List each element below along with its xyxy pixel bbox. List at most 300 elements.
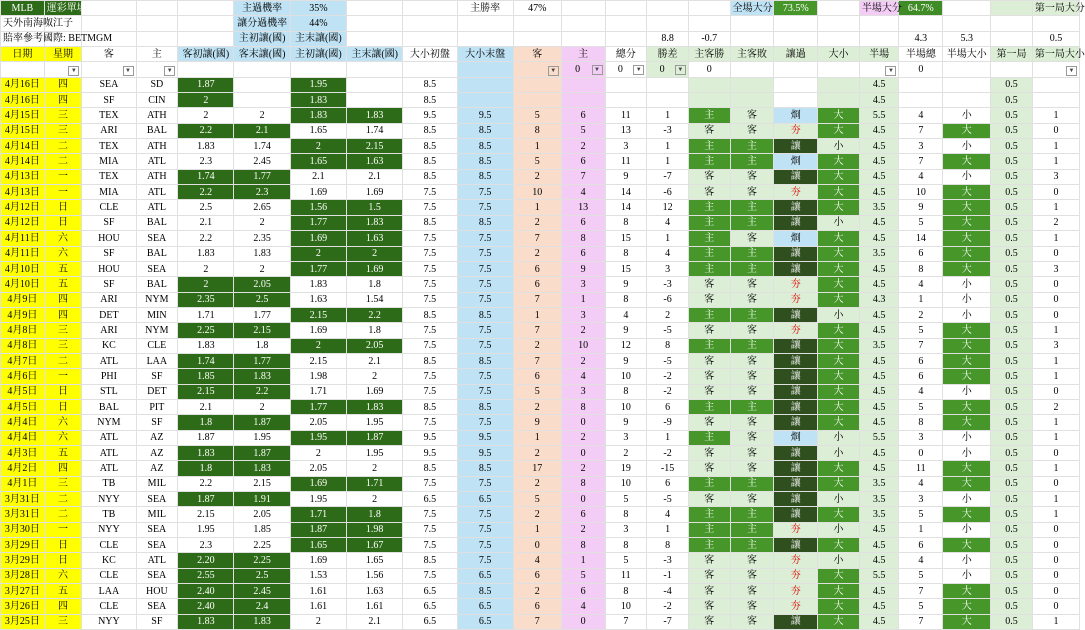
table-cell: 8: [605, 215, 647, 230]
table-cell: 4月4日: [1, 430, 45, 445]
table-cell: 15: [605, 261, 647, 276]
table-cell: 4月15日: [1, 123, 45, 138]
header-cell: [1032, 16, 1079, 31]
table-cell: 大: [818, 261, 860, 276]
table-cell: 2.25: [178, 323, 234, 338]
table-cell: 小: [818, 215, 860, 230]
table-cell: ATL: [82, 353, 136, 368]
table-cell: TEX: [82, 108, 136, 123]
table-cell: 四: [44, 77, 82, 92]
filter-dropdown-icon[interactable]: ▼: [123, 66, 134, 76]
table-cell: 1.8: [178, 461, 234, 476]
table-cell: 六: [44, 415, 82, 430]
table-cell: 1.95: [234, 430, 290, 445]
table-cell: 8.5: [457, 353, 513, 368]
table-cell: [561, 93, 605, 108]
header-cell: [457, 31, 513, 46]
table-cell: 一: [44, 185, 82, 200]
table-cell: 8.5: [457, 307, 513, 322]
table-cell: -2: [647, 369, 689, 384]
table-cell: 讓: [774, 445, 818, 460]
table-cell: 0: [1032, 292, 1079, 307]
header-cell: [730, 31, 774, 46]
header-cell: [774, 16, 818, 31]
table-row: [1, 338, 1080, 353]
table-cell: 4: [899, 553, 943, 568]
table-cell: 客: [730, 323, 774, 338]
table-row: [1, 277, 1080, 292]
table-cell: SEA: [136, 492, 178, 507]
table-cell: 3: [1032, 261, 1079, 276]
table-cell: 8.5: [403, 307, 457, 322]
table-cell: 1.87: [178, 430, 234, 445]
table-cell: ATL: [136, 553, 178, 568]
table-cell: 客: [688, 415, 730, 430]
table-cell: 14: [605, 185, 647, 200]
table-cell: 0.5: [991, 584, 1033, 599]
table-row: [1, 584, 1080, 599]
table-cell: 8.5: [403, 399, 457, 414]
filter-cell: [943, 62, 991, 77]
table-cell: 烱: [774, 430, 818, 445]
table-cell: 4.5: [859, 277, 899, 292]
filter-value: 0: [659, 64, 665, 76]
table-cell: NYM: [136, 323, 178, 338]
table-cell: -5: [647, 323, 689, 338]
table-cell: 4: [513, 553, 561, 568]
table-cell: 2.45: [234, 154, 290, 169]
table-cell: 1.71: [178, 307, 234, 322]
table-cell: 客: [730, 169, 774, 184]
table-cell: 3月28日: [1, 568, 45, 583]
header-cell: [403, 1, 457, 16]
table-cell: 烱: [774, 154, 818, 169]
table-cell: 2.20: [178, 553, 234, 568]
table-cell: 大: [943, 476, 991, 491]
table-cell: 1.95: [178, 522, 234, 537]
filter-cell: [605, 62, 647, 77]
table-cell: 8: [647, 538, 689, 553]
table-cell: 4.5: [859, 461, 899, 476]
table-cell: 4.5: [859, 261, 899, 276]
table-cell: [234, 93, 290, 108]
table-cell: 1.83: [178, 246, 234, 261]
table-cell: 4月4日: [1, 415, 45, 430]
filter-dropdown-icon[interactable]: ▼: [592, 65, 603, 75]
table-cell: [513, 93, 561, 108]
table-cell: 1: [1032, 139, 1079, 154]
table-cell: 1.8: [347, 277, 403, 292]
header-cell: 主末讓(國): [347, 47, 403, 62]
sheet-body: [1, 1, 1085, 630]
header-cell: 大小末盤: [457, 47, 513, 62]
header-cell: [513, 31, 561, 46]
table-cell: ATL: [82, 445, 136, 460]
table-cell: 客: [730, 461, 774, 476]
table-cell: 1.69: [290, 476, 346, 491]
table-cell: 夯: [774, 599, 818, 614]
table-cell: 客: [688, 369, 730, 384]
table-cell: 8: [605, 507, 647, 522]
table-cell: 6.5: [457, 568, 513, 583]
table-cell: 7.5: [457, 246, 513, 261]
table-cell: 一: [44, 522, 82, 537]
table-cell: 1: [647, 231, 689, 246]
table-cell: 讓: [774, 415, 818, 430]
table-cell: 0.5: [991, 277, 1033, 292]
table-cell: SF: [136, 614, 178, 629]
table-cell: 大: [818, 507, 860, 522]
table-cell: 2.2: [178, 476, 234, 491]
table-row: [1, 599, 1080, 614]
header-cell: 主初讓(國): [290, 47, 346, 62]
table-cell: 大: [943, 614, 991, 629]
table-cell: TEX: [82, 139, 136, 154]
filter-dropdown-icon[interactable]: ▼: [68, 66, 79, 76]
table-cell: 日: [44, 399, 82, 414]
table-cell: 客: [688, 584, 730, 599]
table-cell: 1.65: [290, 123, 346, 138]
table-cell: 9.5: [457, 108, 513, 123]
table-cell: 1: [1032, 231, 1079, 246]
table-cell: 1.87: [234, 445, 290, 460]
table-cell: 1.77: [290, 215, 346, 230]
table-cell: 4: [899, 169, 943, 184]
table-cell: 0.5: [991, 369, 1033, 384]
table-cell: 主: [688, 538, 730, 553]
table-cell: 客: [730, 553, 774, 568]
table-cell: 3.5: [859, 200, 899, 215]
table-cell: 6: [899, 538, 943, 553]
table-cell: 7.5: [403, 538, 457, 553]
table-cell: [457, 77, 513, 92]
table-cell: 5.5: [859, 430, 899, 445]
table-cell: 1.85: [234, 522, 290, 537]
table-cell: 小: [943, 292, 991, 307]
table-cell: -3: [647, 123, 689, 138]
table-cell: 7: [561, 169, 605, 184]
table-cell: 8: [899, 261, 943, 276]
table-cell: 2: [178, 261, 234, 276]
table-cell: 2.3: [234, 185, 290, 200]
table-cell: 12: [605, 338, 647, 353]
table-cell: -7: [647, 169, 689, 184]
header-cell: 35%: [290, 1, 346, 16]
table-cell: 讓: [774, 307, 818, 322]
table-cell: 8: [605, 538, 647, 553]
table-cell: -6: [647, 185, 689, 200]
table-cell: 小: [943, 139, 991, 154]
table-cell: 2.4: [234, 599, 290, 614]
table-cell: 1.77: [234, 169, 290, 184]
table-cell: 主: [730, 538, 774, 553]
table-cell: 主: [688, 108, 730, 123]
table-cell: 小: [943, 553, 991, 568]
table-row: [1, 399, 1080, 414]
table-cell: 7: [899, 123, 943, 138]
table-cell: 大: [818, 353, 860, 368]
header-cell: [403, 31, 457, 46]
table-cell: 0.5: [991, 200, 1033, 215]
table-cell: 五: [44, 445, 82, 460]
table-cell: 客: [730, 108, 774, 123]
header-cell: 客末讓(國): [234, 47, 290, 62]
table-row: [1, 522, 1080, 537]
table-cell: 8: [647, 338, 689, 353]
table-cell: 讓: [774, 614, 818, 629]
table-row: [1, 614, 1080, 629]
table-cell: 客: [730, 185, 774, 200]
filter-cell: [818, 62, 860, 77]
table-cell: 14: [605, 200, 647, 215]
table-cell: 4.5: [859, 323, 899, 338]
filter-dropdown-icon[interactable]: ▼: [885, 66, 896, 76]
table-cell: 日: [44, 553, 82, 568]
header-cell: 主客勝: [688, 47, 730, 62]
table-cell: 1: [1032, 200, 1079, 215]
filter-dropdown-icon[interactable]: ▼: [1066, 66, 1077, 76]
table-cell: 2: [347, 246, 403, 261]
table-cell: 大: [943, 538, 991, 553]
table-cell: 大: [818, 415, 860, 430]
header-cell: [347, 16, 403, 31]
table-cell: 大: [818, 246, 860, 261]
table-cell: 1: [1032, 369, 1079, 384]
table-cell: 2.2: [178, 185, 234, 200]
table-cell: 0: [1032, 522, 1079, 537]
table-cell: 8.5: [457, 139, 513, 154]
table-cell: 1.74: [178, 169, 234, 184]
table-cell: 10: [513, 185, 561, 200]
header-cell: [561, 31, 605, 46]
table-cell: 9: [561, 261, 605, 276]
table-cell: 2: [1032, 399, 1079, 414]
table-cell: 7.5: [457, 369, 513, 384]
table-cell: 四: [44, 599, 82, 614]
table-cell: 7.5: [403, 231, 457, 246]
table-cell: 8: [561, 476, 605, 491]
table-cell: 2.1: [347, 614, 403, 629]
table-cell: 六: [44, 568, 82, 583]
table-cell: 7.5: [457, 277, 513, 292]
table-cell: 4月11日: [1, 246, 45, 261]
table-cell: 6: [513, 261, 561, 276]
table-cell: 客: [730, 584, 774, 599]
table-cell: -7: [647, 614, 689, 629]
table-cell: 讓: [774, 215, 818, 230]
table-cell: 9: [605, 277, 647, 292]
table-cell: 8.5: [403, 154, 457, 169]
table-cell: 主: [688, 261, 730, 276]
table-cell: 主: [688, 139, 730, 154]
filter-dropdown-icon[interactable]: ▼: [548, 66, 559, 76]
table-cell: 大: [943, 353, 991, 368]
table-cell: 主: [688, 476, 730, 491]
table-cell: 0: [513, 538, 561, 553]
table-cell: 小: [943, 568, 991, 583]
table-cell: 7.5: [457, 553, 513, 568]
table-cell: 7.5: [403, 476, 457, 491]
header-cell: 勝差: [647, 47, 689, 62]
table-cell: 9.5: [457, 430, 513, 445]
table-cell: 客: [688, 353, 730, 368]
table-cell: 大: [818, 292, 860, 307]
table-cell: 1.87: [290, 522, 346, 537]
filter-cell: [647, 62, 689, 77]
header-cell: [818, 31, 860, 46]
table-cell: 客: [688, 492, 730, 507]
table-cell: NYY: [82, 522, 136, 537]
table-cell: TB: [82, 507, 136, 522]
table-cell: 7.5: [403, 338, 457, 353]
table-cell: 日: [44, 384, 82, 399]
table-cell: 4.5: [859, 399, 899, 414]
header-cell: 64.7%: [899, 1, 943, 16]
table-cell: 0: [1032, 599, 1079, 614]
table-cell: 2: [513, 507, 561, 522]
header-cell: 總分: [605, 47, 647, 62]
header-cell: 星期: [44, 47, 82, 62]
table-cell: 11: [605, 108, 647, 123]
table-cell: BAL: [136, 246, 178, 261]
table-cell: 9.5: [403, 108, 457, 123]
table-cell: [1032, 93, 1079, 108]
table-cell: 烱: [774, 108, 818, 123]
header-cell: [774, 31, 818, 46]
table-cell: 1.83: [178, 614, 234, 629]
table-cell: 主: [730, 200, 774, 215]
table-cell: 小: [943, 492, 991, 507]
table-cell: 2: [647, 307, 689, 322]
table-cell: LAA: [82, 584, 136, 599]
table-cell: 2.45: [234, 584, 290, 599]
table-row: [1, 415, 1080, 430]
table-cell: 2.2: [178, 231, 234, 246]
table-cell: 9.5: [403, 430, 457, 445]
table-cell: 6.5: [403, 614, 457, 629]
table-cell: 1.54: [347, 292, 403, 307]
filter-dropdown-icon[interactable]: ▼: [164, 66, 175, 76]
table-cell: 0: [561, 492, 605, 507]
table-cell: 客: [688, 568, 730, 583]
header-cell: [403, 16, 457, 31]
table-cell: 4.5: [859, 77, 899, 92]
table-cell: 0: [899, 445, 943, 460]
table-cell: 1.69: [290, 553, 346, 568]
table-cell: 2.1: [290, 169, 346, 184]
table-cell: 14: [899, 231, 943, 246]
header-cell: [605, 16, 647, 31]
table-cell: 3: [561, 384, 605, 399]
table-cell: 2.1: [347, 353, 403, 368]
table-cell: 3.5: [859, 338, 899, 353]
table-cell: 0.5: [991, 292, 1033, 307]
table-cell: 1.8: [347, 507, 403, 522]
table-cell: 1.71: [347, 476, 403, 491]
table-cell: 4: [899, 384, 943, 399]
table-cell: 2.65: [234, 200, 290, 215]
table-cell: 讓: [774, 338, 818, 353]
table-cell: 7.5: [403, 323, 457, 338]
table-cell: 1.74: [347, 123, 403, 138]
table-cell: 客: [688, 323, 730, 338]
table-cell: 12: [647, 200, 689, 215]
table-row: [1, 215, 1080, 230]
table-row: [1, 568, 1080, 583]
table-cell: 1.77: [234, 307, 290, 322]
table-row: [1, 430, 1080, 445]
table-cell: 1.63: [347, 231, 403, 246]
table-cell: 5.5: [859, 568, 899, 583]
filter-cell: [403, 62, 457, 77]
table-cell: 4月5日: [1, 399, 45, 414]
table-cell: 6: [899, 353, 943, 368]
table-cell: 9.5: [403, 445, 457, 460]
table-cell: 2.15: [347, 139, 403, 154]
header-cell: 半場大小: [943, 47, 991, 62]
table-cell: 2.1: [178, 399, 234, 414]
table-cell: 10: [605, 399, 647, 414]
table-cell: 4: [647, 507, 689, 522]
table-cell: 三: [44, 338, 82, 353]
table-cell: 2.5: [234, 292, 290, 307]
table-row: [1, 353, 1080, 368]
table-cell: 1: [1032, 353, 1079, 368]
header-row: [1, 31, 1080, 46]
table-cell: 2: [234, 261, 290, 276]
table-cell: 1: [647, 154, 689, 169]
table-cell: 3: [899, 492, 943, 507]
table-cell: 小: [818, 522, 860, 537]
table-cell: 1.83: [234, 614, 290, 629]
header-cell: [136, 31, 178, 46]
table-cell: SD: [136, 77, 178, 92]
table-cell: 5: [899, 323, 943, 338]
table-cell: ATL: [136, 200, 178, 215]
table-cell: 5: [899, 507, 943, 522]
table-cell: 4月7日: [1, 353, 45, 368]
table-cell: 主: [688, 522, 730, 537]
table-cell: [513, 77, 561, 92]
table-cell: 0.5: [991, 215, 1033, 230]
table-cell: AZ: [136, 430, 178, 445]
table-cell: 7: [605, 614, 647, 629]
table-cell: 7.5: [457, 538, 513, 553]
table-cell: 2: [347, 461, 403, 476]
header-row: [1, 47, 1080, 62]
table-cell: 4.5: [859, 123, 899, 138]
header-cell: [943, 16, 991, 31]
table-cell: 8: [561, 538, 605, 553]
filter-dropdown-icon[interactable]: ▼: [633, 65, 644, 75]
table-cell: 2: [513, 338, 561, 353]
table-cell: 3月29日: [1, 538, 45, 553]
table-cell: 0.5: [991, 538, 1033, 553]
table-cell: [818, 77, 860, 92]
table-cell: 9: [899, 200, 943, 215]
table-cell: 主: [688, 246, 730, 261]
filter-dropdown-icon[interactable]: ▼: [675, 65, 686, 75]
table-cell: 6: [561, 108, 605, 123]
table-cell: 夯: [774, 123, 818, 138]
table-cell: 4.5: [859, 599, 899, 614]
table-cell: 13: [605, 123, 647, 138]
table-cell: ATH: [136, 169, 178, 184]
table-cell: 7.5: [403, 507, 457, 522]
header-cell: 47%: [513, 1, 561, 16]
header-cell: [991, 16, 1033, 31]
table-cell: 1.63: [347, 584, 403, 599]
